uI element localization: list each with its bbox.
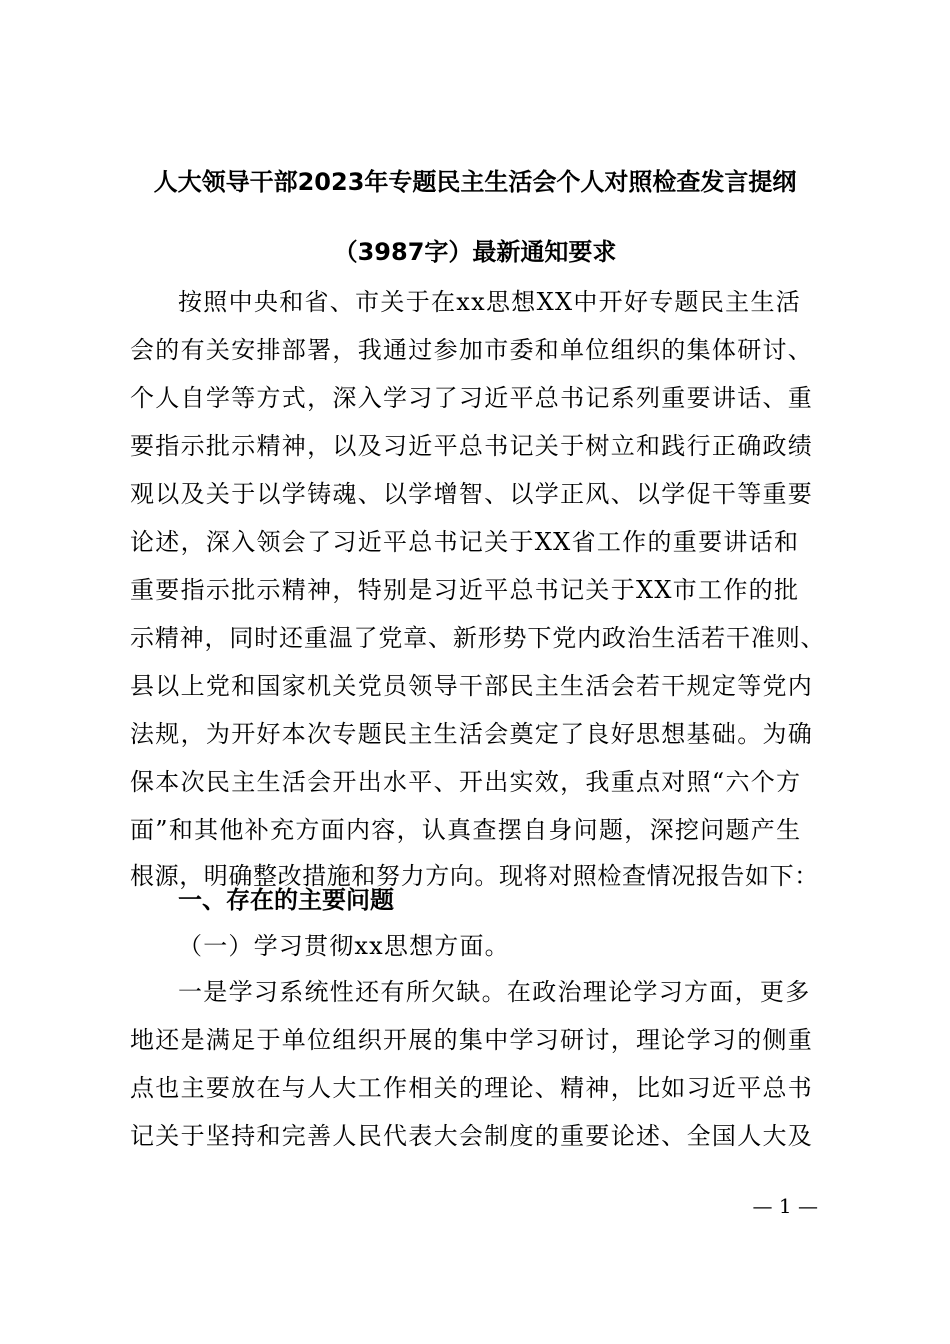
page-number: — 1 —: [752, 1194, 818, 1218]
intro-paragraph-line: 面”和其他补充方面内容，认真查摆自身问题，深挖问题产生: [130, 816, 802, 844]
intro-paragraph-line: 观以及关于以学铸魂、以学增智、以学正风、以学促干等重要: [130, 480, 814, 508]
intro-paragraph-line: 示精神，同时还重温了党章、新形势下党内政治生活若干准则、: [130, 624, 826, 652]
document-title-line-2: （3987字）最新通知要求: [333, 238, 617, 266]
intro-paragraph-line: 按照中央和省、市关于在xx思想XX中开好专题民主生活: [178, 288, 802, 316]
body-paragraph-line: 点也主要放在与人大工作相关的理论、精神，比如习近平总书: [130, 1074, 814, 1102]
document-title-line-1: 人大领导干部2023年专题民主生活会个人对照检查发言提纲: [153, 168, 797, 196]
intro-paragraph-line: 县以上党和国家机关党员领导干部民主生活会若干规定等党内: [130, 672, 814, 700]
body-paragraph-line: 一是学习系统性还有所欠缺。在政治理论学习方面，更多: [178, 978, 811, 1006]
intro-paragraph-line: 保本次民主生活会开出水平、开出实效，我重点对照“六个方: [130, 768, 802, 796]
intro-paragraph-line: 法规，为开好本次专题民主生活会奠定了良好思想基础。为确: [130, 720, 814, 748]
body-paragraph-line: 记关于坚持和完善人民代表大会制度的重要论述、全国人大及: [130, 1122, 814, 1150]
intro-paragraph-line: 会的有关安排部署，我通过参加市委和单位组织的集体研讨、: [130, 336, 814, 364]
subsection-heading: （一）学习贯彻xx思想方面。: [178, 932, 510, 960]
section-heading: 一、存在的主要问题: [178, 886, 394, 914]
intro-paragraph-line: 论述，深入领会了习近平总书记关于XX省工作的重要讲话和: [130, 528, 800, 556]
intro-paragraph-line: 要指示批示精神，以及习近平总书记关于树立和践行正确政绩: [130, 432, 814, 460]
body-paragraph-line: 地还是满足于单位组织开展的集中学习研讨，理论学习的侧重: [130, 1026, 814, 1054]
intro-paragraph-line: 根源，明确整改措施和努力方向。现将对照检查情况报告如下：: [130, 862, 819, 890]
intro-paragraph-line: 重要指示批示精神，特别是习近平总书记关于XX市工作的批: [130, 576, 800, 604]
intro-paragraph-line: 个人自学等方式，深入学习了习近平总书记系列重要讲话、重: [130, 384, 814, 412]
